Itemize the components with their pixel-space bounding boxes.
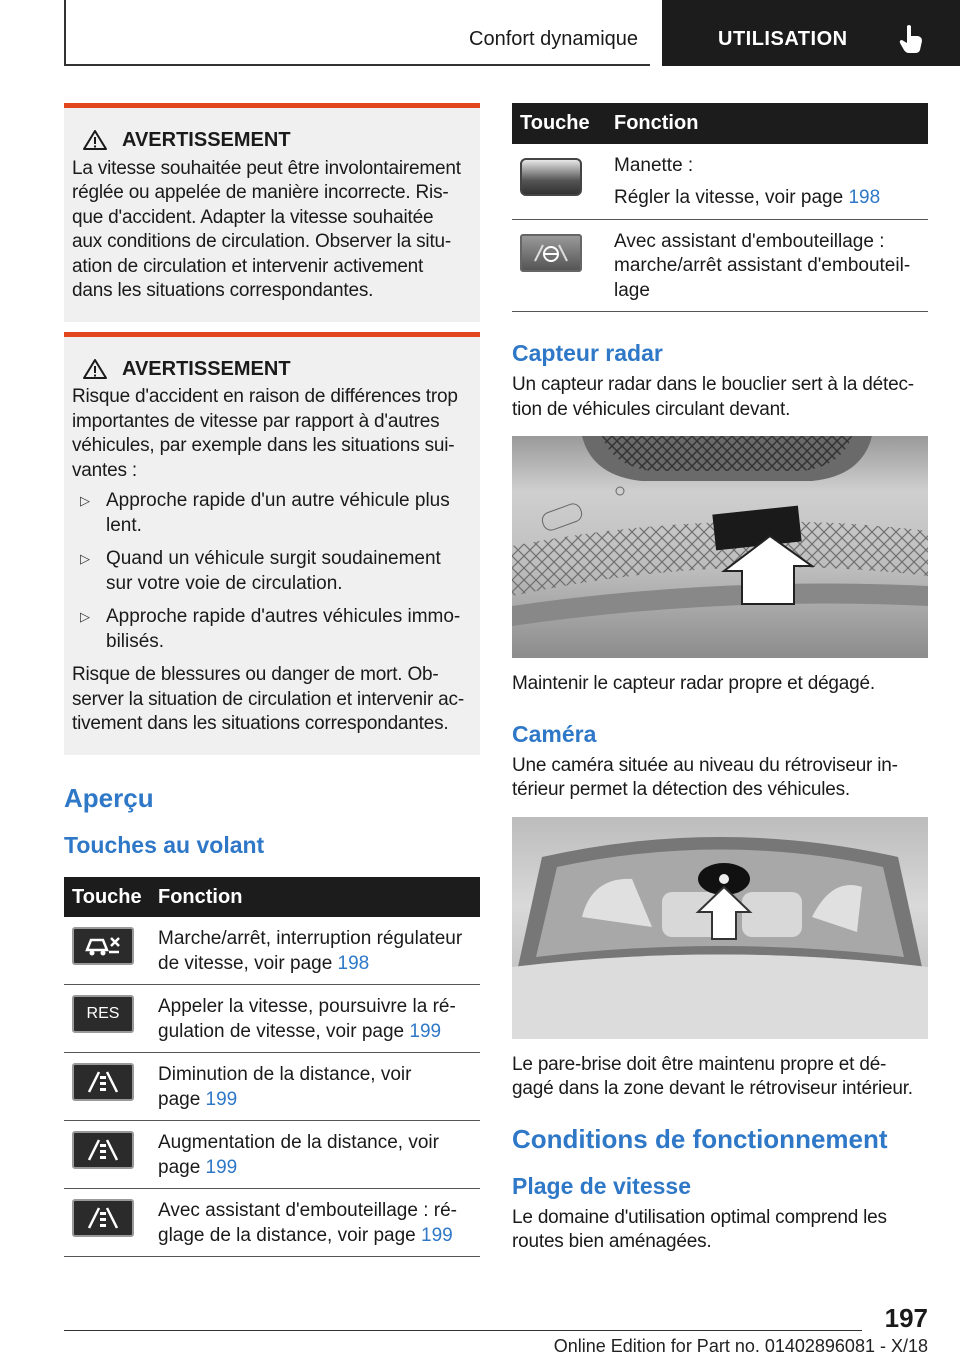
- list-item: ▷ Approche rapide d'autres véhicules immo- bilisés.: [80, 605, 472, 654]
- table-row: Marche/arrêt, interruption régulateur de vitesse, voir page 198: [64, 917, 480, 985]
- camera-text: Une caméra située au niveau du rétroviseur in- térieur permet la détection des véhicules.: [512, 754, 898, 800]
- warning-triangle-icon: [82, 358, 108, 380]
- col-header-function: Fonction: [150, 877, 480, 918]
- page-link[interactable]: 199: [421, 1224, 453, 1246]
- header-chapter-tab[interactable]: [662, 0, 960, 66]
- list-item: ▷ Approche rapide d'un autre véhicule plus lent.: [80, 489, 472, 538]
- steering-wheel-buttons-table: [64, 877, 480, 1258]
- triangle-bullet-icon: ▷: [80, 609, 90, 624]
- page-link[interactable]: 198: [337, 952, 370, 974]
- page-number: 197: [884, 1303, 928, 1333]
- warning-title: AVERTISSEMENT: [122, 357, 291, 380]
- warning-outro: Risque de blessures ou danger de mort. Ob- server la situation de circulation et intervenir ac- tivement dans les situations correspondantes.: [72, 664, 464, 734]
- speed-range-text: Le domaine d'utilisation optimal comprend les routes bien aménagées.: [512, 1206, 887, 1252]
- footer-edition: Online Edition for Part no. 01402896081 - X/18: [553, 1336, 928, 1356]
- table-row: RES Appeler la vitesse, poursuivre la ré- gulation de vitesse, voir page 199: [64, 985, 480, 1053]
- header-chapter-label: UTILISATION: [718, 28, 848, 50]
- cruise-control-icon: [72, 927, 134, 965]
- list-item: ▷ Quand un véhicule surgit soudainement sur votre voie de circulation.: [80, 547, 472, 596]
- distance-decrease-icon: [72, 1063, 134, 1101]
- overview-subheading: Touches au volant: [64, 831, 265, 858]
- page-link[interactable]: 199: [205, 1156, 238, 1178]
- radar-heading: Capteur radar: [512, 340, 663, 366]
- warning-text: La vitesse souhaitée peut être involontairement réglée ou appelée de manière incorrecte. Ris- que d'accident. Adapter la vitesse souhaitée aux conditions de circulation. Observer la situ- ation de circulation et intervenir activement dans les situations correspondantes.: [72, 157, 461, 301]
- hand-pointer-icon: [898, 24, 924, 54]
- footer-rule: [64, 1330, 862, 1331]
- radar-sensor-photo: [512, 436, 928, 658]
- header-rule-left: [64, 0, 66, 66]
- table-row: Avec assistant d'embouteillage : marche/arrêt assistant d'embouteil- lage: [512, 219, 928, 312]
- res-button-icon: RES: [72, 995, 134, 1033]
- page-link[interactable]: 198: [848, 187, 881, 208]
- col-header-function: Fonction: [606, 103, 928, 144]
- warning-box-2: [64, 332, 480, 755]
- camera-photo: [512, 817, 928, 1039]
- triangle-bullet-icon: ▷: [80, 493, 90, 508]
- page-link[interactable]: 199: [205, 1088, 238, 1110]
- rocker-switch-icon: [520, 158, 582, 196]
- warning-box-1: [64, 103, 480, 322]
- overview-heading: Aperçu: [64, 782, 154, 813]
- table-row: Augmentation de la distance, voir page 199: [64, 1121, 480, 1189]
- buttons-table-continued: [512, 103, 928, 312]
- table-row: Diminution de la distance, voir page 199: [64, 1053, 480, 1121]
- header-section-title: Confort dynamique: [469, 28, 638, 50]
- radar-caption: Maintenir le capteur radar propre et dégagé.: [512, 673, 875, 694]
- conditions-heading: Conditions de fonctionnement: [512, 1123, 888, 1154]
- camera-heading: Caméra: [512, 720, 597, 747]
- table-row: Manette : Régler la vitesse, voir page 198: [512, 144, 928, 220]
- warning-intro: Risque d'accident en raison de différences trop importantes de vitesse par rapport à d'autres véhicules, par exemple dans les situations sui- vantes :: [72, 386, 458, 481]
- warning-title: AVERTISSEMENT: [122, 129, 291, 151]
- steering-assist-icon: [520, 234, 582, 272]
- page-link[interactable]: 199: [409, 1020, 442, 1042]
- table-row: Avec assistant d'embouteillage : ré- glage de la distance, voir page 199: [64, 1189, 480, 1257]
- warning-triangle-icon: [82, 129, 108, 151]
- distance-increase-icon: [72, 1131, 134, 1169]
- radar-text: Un capteur radar dans le bouclier sert à la détec- tion de véhicules circulant devant.: [512, 374, 914, 420]
- speed-range-heading: Plage de vitesse: [512, 1172, 691, 1199]
- traffic-jam-distance-icon: [72, 1199, 134, 1237]
- camera-caption: Le pare-brise doit être maintenu propre et dé- gagé dans la zone devant le rétroviseur intérieur.: [512, 1053, 913, 1099]
- col-header-key: Touche: [64, 877, 150, 918]
- header-rule-bottom: [64, 64, 650, 66]
- triangle-bullet-icon: ▷: [80, 551, 90, 566]
- col-header-key: Touche: [512, 103, 606, 144]
- warning-bullet-list: [80, 489, 472, 654]
